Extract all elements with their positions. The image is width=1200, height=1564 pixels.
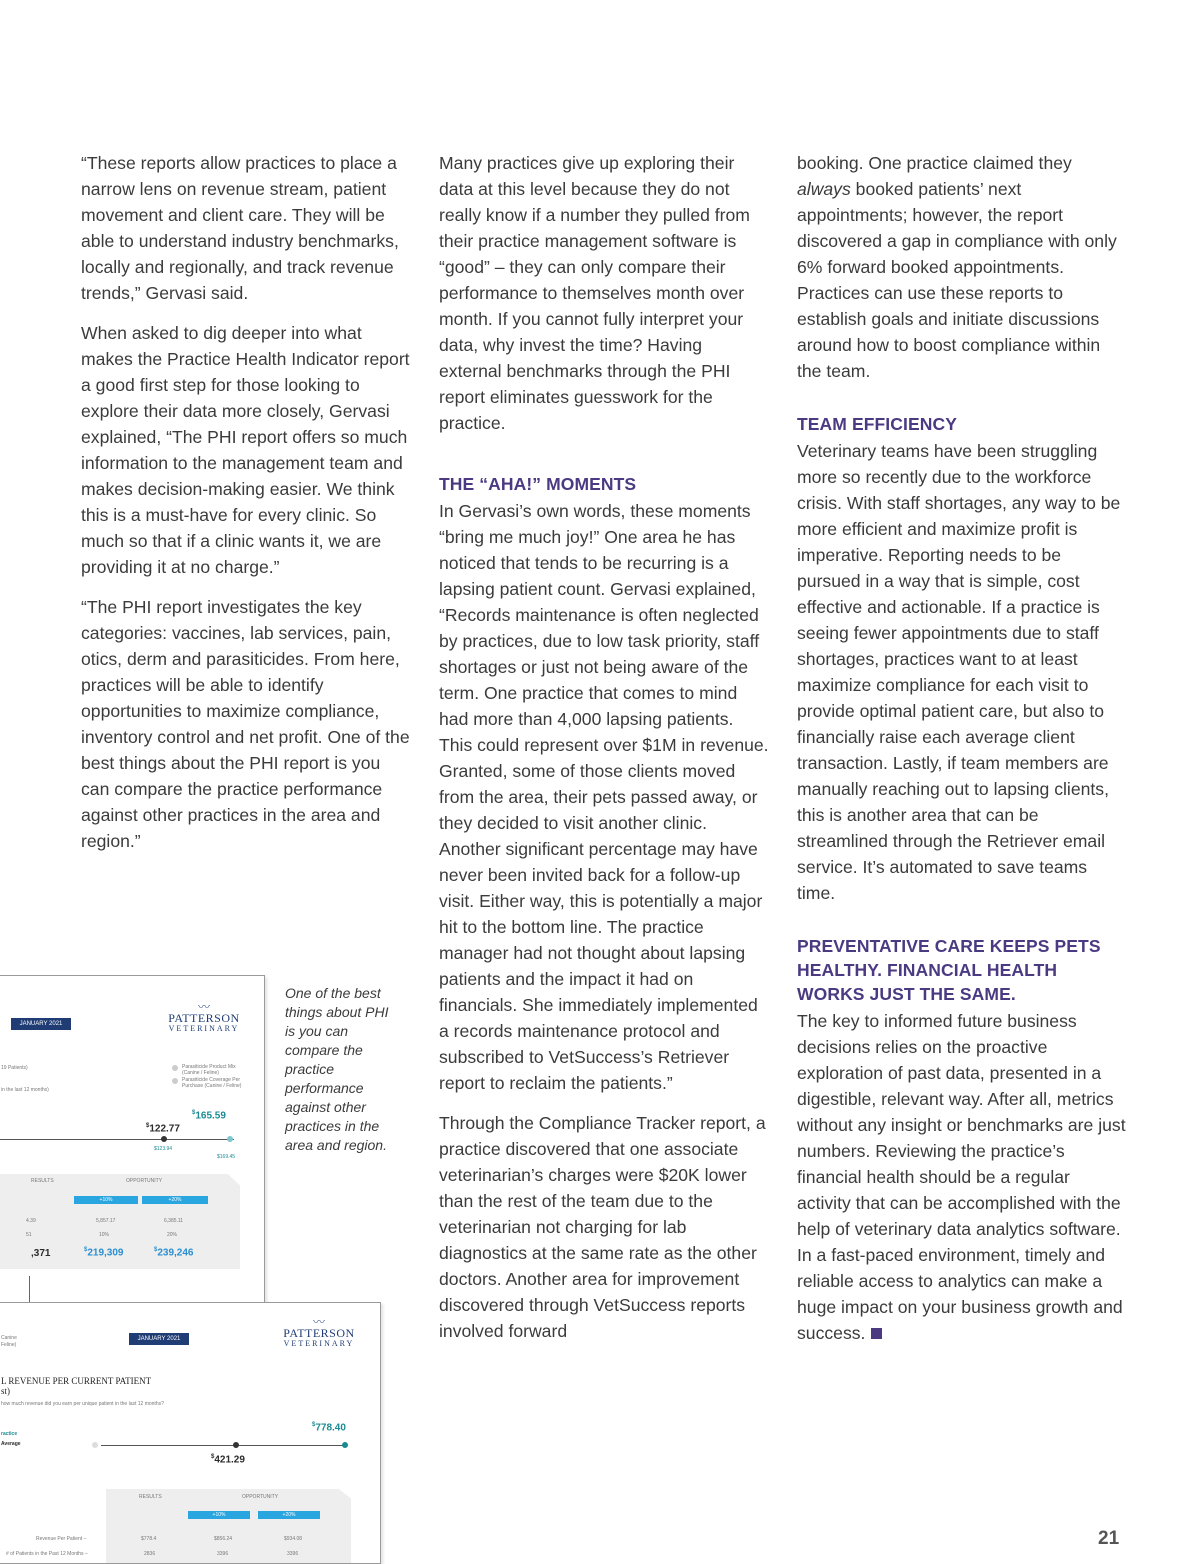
benchmark-value: $165.59	[192, 1110, 226, 1122]
image-caption: One of the best things about PHI is you can compare the practice performance against other practices in the area and region.	[285, 985, 389, 1153]
practice-value-text: 122.77	[149, 1123, 180, 1135]
top-value-text: 778.40	[315, 1422, 346, 1434]
section-heading-preventative-care: PREVENTATIVE CARE KEEPS PETS HEALTHY. FINANCIAL HEALTH WORKS JUST THE SAME.	[797, 936, 1101, 1004]
average-value: $421.29	[211, 1454, 245, 1466]
text-run: booked patients’ next appointments; however, the report discovered a gap in compliance with only 6% forward booked appointments. Practices can use these reports to establish goals and initiate discussions around how to boost compliance within the team.	[797, 179, 1117, 381]
paragraph: “These reports allow practices to place a narrow lens on revenue stream, patient movement and client care. They will be able to understand industry benchmarks, locally and regionally, and track revenue trends,” Gervasi said.	[81, 153, 399, 303]
logo-text: PATTERSON	[283, 1326, 355, 1340]
emphasis-text: always	[797, 179, 851, 199]
legend-average: Average	[1, 1441, 21, 1447]
practice-marker	[161, 1136, 167, 1142]
row-value: 2836	[144, 1551, 156, 1557]
opportunity-bar-20: +20%	[142, 1196, 208, 1204]
logo-text: PATTERSON	[168, 1011, 240, 1025]
report-note: 19 Patients)	[1, 1065, 28, 1071]
row-value: 4.39	[26, 1218, 36, 1224]
sub-value: $123.94	[154, 1146, 173, 1152]
chart-axis-line	[101, 1445, 346, 1446]
logo-wave-icon: 〰	[197, 1000, 210, 1014]
paragraph: Many practices give up exploring their data at this level because they do not really know if a number they pulled from their practice management software is “good” – they can only compare their performance to themselves month over month. If you cannot fully interpret your data, why invest the time? Having external benchmarks through the PHI report eliminates guesswork for the practice.	[439, 153, 750, 433]
logo-subtext: VETERINARY	[283, 1339, 355, 1348]
opportunity-bar-10: +10%	[188, 1511, 250, 1519]
logo-wave-icon: 〰	[312, 1315, 325, 1329]
band-label: OPPORTUNITY	[126, 1178, 163, 1184]
article-column-3	[797, 150, 1127, 1360]
section-heading-aha-moments: THE “AHA!” MOMENTS	[439, 474, 637, 494]
text-run: booking. One practice claimed they	[797, 153, 1072, 173]
row-value: 5,857.17	[96, 1218, 116, 1224]
result-value-text: 219,309	[87, 1247, 124, 1259]
logo-subtext: VETERINARY	[168, 1024, 240, 1033]
legend-item: Parasiticide Coverage Per Purchase (Canine / Feline)	[182, 1077, 242, 1089]
total-value: ,371	[31, 1248, 51, 1259]
text-run: The key to informed future business decisions relies on the proactive exploration of past data, presented in a digestible, relevant way. After all, metrics without any insight or benchmarks are just numbers. Reviewing the practice’s financial health should be a regular activity that can be accomplished with the help of veterinary data analytics software. In a fast-paced environment, timely and reliable access to analytics can make a huge impact on your business growth and success.	[797, 1011, 1126, 1343]
row-value: $934.08	[284, 1536, 303, 1542]
row-value: 10%	[99, 1232, 110, 1238]
paragraph: When asked to dig deeper into what makes the Practice Health Indicator report a good first step for those looking to explore their data more closely, Gervasi explained, “The PHI report offers so much information to the management team and makes decision-making easier. We think this is a must-have for every clinic. So much so that if a clinic wants it, we are providing it at no charge.”	[81, 323, 410, 577]
divider	[29, 1276, 30, 1303]
report-description: how much revenue did you earn per unique patient in the last 12 months?	[1, 1401, 164, 1407]
results-band	[106, 1489, 351, 1564]
legend-icon	[172, 1065, 178, 1071]
result-value: $239,246	[154, 1247, 194, 1259]
report-note: Canine	[1, 1335, 17, 1341]
chart-axis-line	[0, 1139, 234, 1140]
row-value: 3396	[217, 1551, 229, 1557]
legend-icon	[172, 1078, 178, 1084]
paragraph: Through the Compliance Tracker report, a practice discovered that one associate veterinarian’s charges were $20K lower than the rest of the team due to the veterinarian not charging for lab diagnostics at the same rate as the other doctors. Another area for improvement discovered through VetSuccess reports involved forward	[439, 1113, 766, 1341]
band-label: OPPORTUNITY	[242, 1494, 279, 1500]
end-of-article-mark	[871, 1328, 882, 1339]
page-number: 21	[1098, 1528, 1120, 1549]
paragraph	[797, 1008, 1127, 1346]
practice-value: $122.77	[146, 1123, 180, 1135]
report-title-sub: st)	[1, 1386, 10, 1396]
band-label: RESULTS	[31, 1178, 54, 1184]
patterson-logo	[168, 1002, 240, 1033]
section-heading-team-efficiency: TEAM EFFICIENCY	[797, 414, 957, 434]
row-value: 3396	[287, 1551, 299, 1557]
report-month-pill: JANUARY 2021	[11, 1018, 71, 1030]
sub-value: $169.45	[217, 1154, 236, 1160]
result-value-text: 239,246	[157, 1247, 194, 1259]
report-month-pill: JANUARY 2021	[129, 1333, 189, 1345]
legend-practice: ractice	[1, 1431, 18, 1437]
report-note: in the last 12 months)	[1, 1087, 49, 1093]
top-value: $778.40	[312, 1422, 346, 1434]
article-column-2	[439, 150, 769, 1358]
paragraph	[797, 150, 1127, 384]
row-value: $778.4	[141, 1536, 157, 1542]
paragraph: In Gervasi’s own words, these moments “bring me much joy!” One area he has noticed that tends to be recurring is a lapsing patient count. Gervasi explained, “Records maintenance is often neglected by practices, due to low task priority, staff shortages or just not being aware of the term. One practice that comes to mind had more than 4,000 lapsing patients. This could represent over $1M in revenue. Granted, some of those clients moved from the area, their pets passed away, or they decided to visit another clinic. Another significant percentage may have never been invited back for a follow-up visit. Either way, this is potentially a major hit to the bottom line. The practice manager had not thought about lapsing patients and the impact it had on financials. She immediately implemented a records maintenance protocol and subscribed to VetSuccess’s Retriever report to reclaim the patients.”	[439, 501, 769, 1093]
opportunity-bar-20: +20%	[258, 1511, 320, 1519]
benchmark-marker	[227, 1136, 233, 1142]
row-value: 6,385.11	[164, 1218, 184, 1224]
article-column-1	[81, 150, 411, 868]
phi-report-thumbnail-1	[0, 975, 265, 1304]
report-title: L REVENUE PER CURRENT PATIENT	[1, 1376, 152, 1386]
phi-report-thumbnail-2	[0, 1302, 381, 1564]
row-label: Revenue Per Patient –	[36, 1536, 87, 1542]
start-marker	[92, 1442, 98, 1448]
paragraph: “The PHI report investigates the key categories: vaccines, lab services, pain, otics, derm and parasiticides. From here, practices will be able to identify opportunities to maximize compliance, inventory control and net profit. One of the best things about the PHI report is you can compare the practice performance against other practices in the area and region.”	[81, 597, 410, 851]
row-label: # of Patients in the Past 12 Months –	[6, 1551, 88, 1557]
legend-item: Parasiticide Product Mix (Canine / Feline)	[182, 1064, 236, 1076]
report-note: Feline)	[1, 1342, 17, 1348]
row-value: 51	[26, 1232, 32, 1238]
average-value-text: 421.29	[214, 1454, 245, 1466]
result-value: $219,309	[84, 1247, 124, 1259]
row-value: $856.24	[214, 1536, 233, 1542]
band-label: RESULTS	[139, 1494, 162, 1500]
practice-marker	[342, 1442, 348, 1448]
patterson-logo	[283, 1317, 355, 1348]
row-value: 20%	[167, 1232, 178, 1238]
benchmark-value-text: 165.59	[195, 1110, 226, 1122]
average-marker	[233, 1442, 239, 1448]
opportunity-bar-10: +10%	[74, 1196, 138, 1204]
paragraph: Veterinary teams have been struggling more so recently due to the workforce crisis. With staff shortages, any way to be more efficient and maximize profit is imperative. Reporting needs to be pursued in a way that is simple, cost effective and actionable. If a practice is seeing fewer appointments due to staff shortages, practices want to at least maximize compliance for each visit to provide optimal patient care, but also to financially raise each average client transaction. Lastly, if team members are manually reaching out to lapsing clients, this is another area that can be streamlined through the Retriever email service. It’s automated to save teams time.	[797, 441, 1121, 903]
